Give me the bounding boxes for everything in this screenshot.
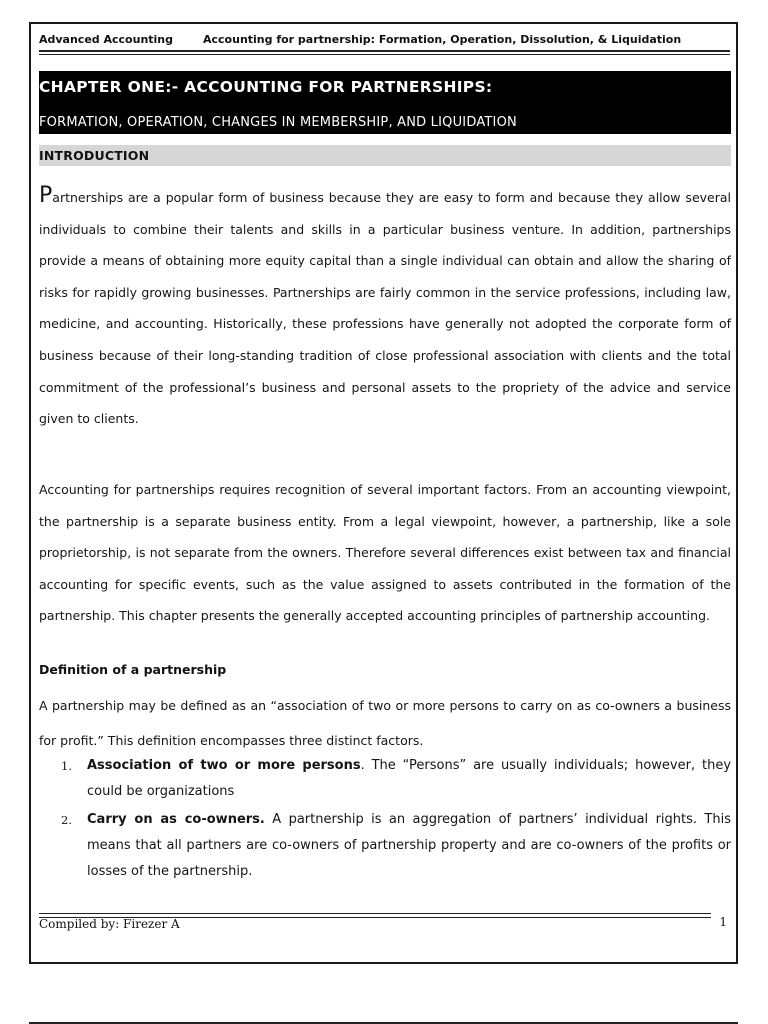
list-item xyxy=(39,753,731,805)
list-item-text: A partnership is an aggregation of partners’ individual rights. This means that all partners are co-owners of partnership property and are co-owners of the profits or losses of the partnership. xyxy=(87,812,731,879)
chapter-banner xyxy=(39,71,731,134)
header-topic: Accounting for partnership: Formation, Operation, Dissolution, & Liquidation xyxy=(203,33,682,46)
drop-cap: P xyxy=(39,183,53,208)
chapter-title: CHAPTER ONE:- ACCOUNTING FOR PARTNERSHIPS: xyxy=(39,78,493,96)
header-rule-thin xyxy=(39,54,730,55)
section-heading-bar xyxy=(39,145,731,166)
definition-paragraph: A partnership may be defined as an “association of two or more persons to carry on as co-owners a business for profit.” This definition encompasses three distinct factors. xyxy=(39,698,731,748)
footer-rule xyxy=(39,913,711,914)
list-item-text: . The “Persons” are usually individuals; however, they could be organizations xyxy=(87,758,732,799)
chapter-subtitle: FORMATION, OPERATION, CHANGES IN MEMBERSHIP, AND LIQUIDATION xyxy=(39,115,517,130)
list-item-number: 1. xyxy=(61,759,72,773)
factors-list xyxy=(39,753,731,885)
footer-credit: Compiled by: Firezer A xyxy=(39,917,180,931)
list-item-number: 2. xyxy=(61,813,72,827)
header-rule xyxy=(39,50,730,52)
intro-paragraph xyxy=(39,182,731,435)
section-heading: INTRODUCTION xyxy=(39,148,150,163)
document-page xyxy=(29,22,738,964)
list-item-lead: Association of two or more persons xyxy=(87,758,361,773)
list-item-lead: Carry on as co-owners. xyxy=(87,812,265,827)
running-header xyxy=(39,33,730,46)
list-item xyxy=(39,807,731,885)
accounting-paragraph: Accounting for partnerships requires recognition of several important factors. From an accounting viewpoint, the partnership is a separate business entity. From a legal viewpoint, however, a partnership, like a sole proprietorship, is not separate from the owners. Therefore several differences exist between tax and financial accounting for specific events, such as the value assigned to assets contributed in the formation of the partnership. This chapter presents the generally accepted accounting principles of partnership accounting. xyxy=(39,482,731,624)
intro-paragraph-text: artnerships are a popular form of business because they are easy to form and because they allow several individuals to combine their talents and skills in a particular business venture. In addition, partnerships provide a means of obtaining more equity capital than a single individual can obtain and allow the sharing of risks for rapidly growing businesses. Partnerships are fairly common in the service professions, including law, medicine, and accounting. Historically, these professions have generally not adopted the corporate form of business because of their long-standing tradition of close professional association with clients and the total commitment of the professional’s business and personal assets to the propriety of the advice and service given to clients. xyxy=(39,190,731,427)
definition-heading: Definition of a partnership xyxy=(39,662,227,677)
header-subject: Advanced Accounting xyxy=(39,33,174,46)
page-number: 1 xyxy=(719,915,727,929)
